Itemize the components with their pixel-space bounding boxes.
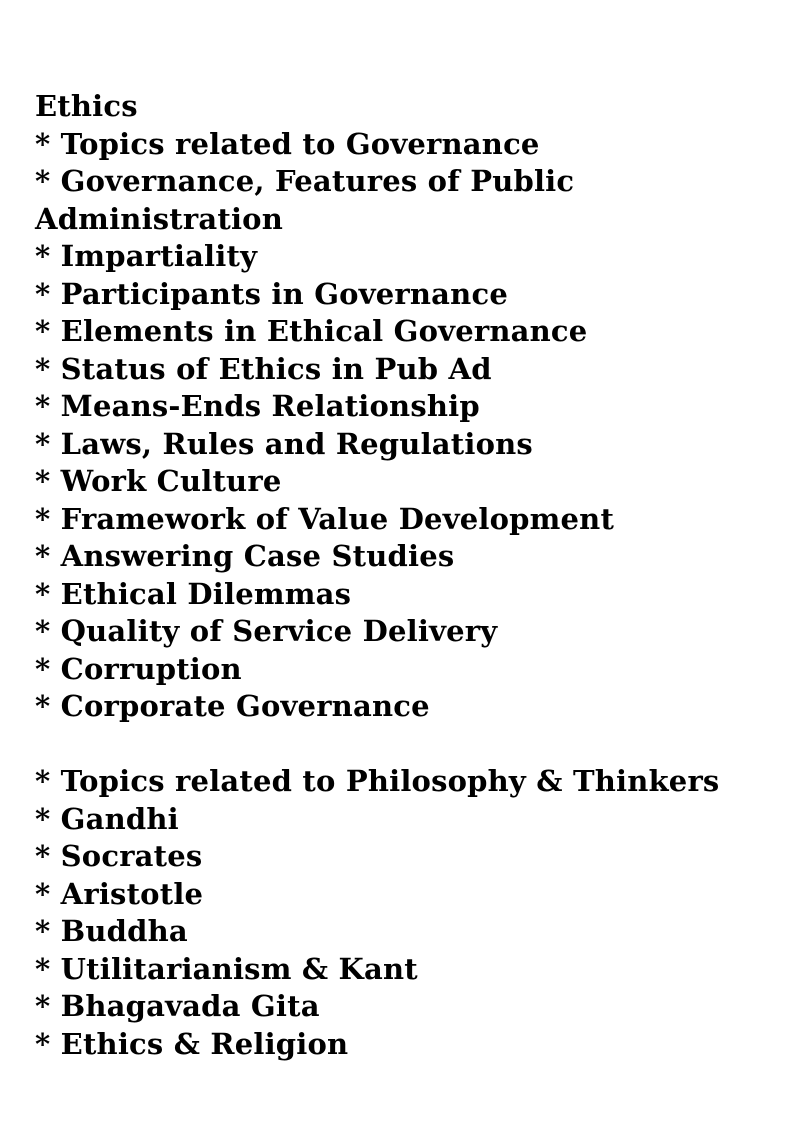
topic-line: * Buddha [35, 914, 188, 948]
topic-line: * Quality of Service Delivery [35, 614, 498, 648]
document-title: Ethics [35, 89, 138, 123]
topic-line-wrap: Administration [35, 201, 284, 236]
topic-line: * Socrates [35, 839, 203, 873]
topic-line: * Work Culture [35, 464, 282, 498]
topic-line: * Means-Ends Relationship [35, 389, 480, 423]
topic-line: * Bhagavada Gita [35, 989, 320, 1023]
topic-line: * Laws, Rules and Regulations [35, 426, 533, 461]
topic-line: * Utilitarianism & Kant [35, 951, 418, 986]
topic-line: * Ethical Dilemmas [35, 576, 352, 611]
topic-line: * Answering Case Studies [35, 539, 455, 573]
topic-line: * Corporate Governance [35, 689, 430, 723]
topic-line: * Framework of Value Development [35, 501, 615, 536]
topic-line: * Aristotle [35, 876, 204, 911]
topic-line: * Gandhi [35, 801, 179, 836]
topic-line: * Topics related to Philosophy & Thinkers [35, 764, 720, 798]
topic-line: * Status of Ethics in Pub Ad [35, 351, 492, 386]
topic-line: * Governance, Features of Public [35, 164, 575, 198]
blank-line [35, 726, 774, 764]
topic-line: * Elements in Ethical Governance [35, 314, 588, 348]
topic-line: * Participants in Governance [35, 276, 508, 311]
topic-list [35, 88, 774, 1063]
topic-line: * Ethics & Religion [35, 1026, 349, 1061]
topic-line: * Impartiality [35, 239, 258, 273]
topic-line: * Topics related to Governance [35, 126, 540, 161]
topic-line: * Corruption [35, 651, 242, 686]
